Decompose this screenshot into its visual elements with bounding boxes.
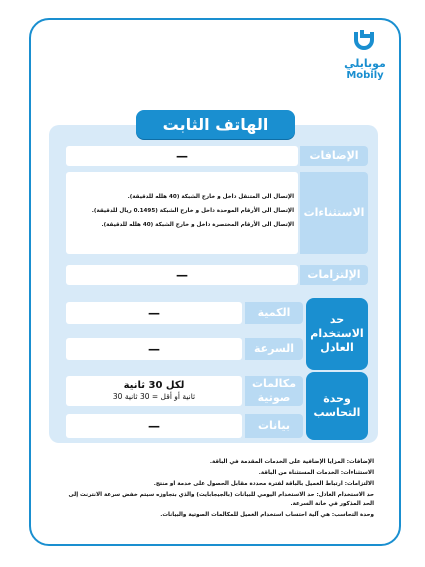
- note-item: الالتزامات: ارتباط العميل بالباقة لفترة محددة مقابل الحصول على خدمة او منتج.: [153, 481, 374, 487]
- exclusion-item: الإتصال الى المتنقل داخل و خارج الشبكة (40 هلله للدقيقة).: [127, 194, 294, 200]
- page-title: الهاتف الثابت: [136, 110, 295, 139]
- obligations-value: —: [66, 265, 298, 285]
- quantity-label: الكمية: [245, 302, 303, 324]
- voice-unit-main: لكل 30 ثانية: [123, 380, 185, 391]
- obligations-label: الإلتزامات: [300, 265, 368, 285]
- mobily-logo: [335, 30, 395, 81]
- additions-label: الإضافات: [300, 146, 368, 166]
- exclusion-item: الإتصال الى الأرقام الموحدة داخل و خارج الشبكة (0.1495 ريال للدقيقة).: [91, 208, 294, 214]
- note-item: حد الاستخدام العادل: حد الاستخدام اليومي للبيانات (بالجيجابايت) والذي بتجاوزه سيتم خفض سرعة الانترنت إلى الحد المذكور في خانة السرعة.: [68, 492, 374, 507]
- exclusions-label: الاستثناءات: [300, 172, 368, 254]
- voice-calls-label: مكالمات صوتية: [245, 376, 303, 406]
- quantity-value: —: [66, 302, 242, 324]
- exclusions-list: [70, 190, 294, 232]
- note-item: الاستثناءات: الخدمات المستثناة من الباقة.: [258, 470, 374, 476]
- logo-text-en: Mobily: [346, 70, 384, 81]
- note-item: وحدة التحاسب: هي آلية احتساب استخدام العميل للمكالمات الصوتية والبيانات.: [160, 512, 374, 518]
- fair-use-label: حد الاستخدام العادل: [306, 298, 368, 370]
- speed-label: السرعة: [245, 338, 303, 360]
- voice-unit-detail: 30 ثانية أو أقل = 30 ثانية: [112, 392, 196, 401]
- note-item: الإضافات: المزايا الإضافية على الخدمات المقدمة في الباقة.: [209, 459, 374, 465]
- speed-value: —: [66, 338, 242, 360]
- data-label: بيانات: [245, 414, 303, 438]
- data-value: —: [66, 414, 242, 438]
- billing-unit-label: وحدة التحاسب: [306, 372, 368, 440]
- additions-value: —: [66, 146, 298, 166]
- definitions-notes: [58, 458, 374, 522]
- mobily-logo-icon: [352, 30, 378, 56]
- logo-text-ar: موبايلي: [344, 57, 386, 70]
- voice-calls-value: [66, 376, 242, 406]
- exclusion-item: الإتصال الى الأرقام المختصرة داخل و خارج الشبكة (40 هلله للدقيقة).: [101, 222, 294, 228]
